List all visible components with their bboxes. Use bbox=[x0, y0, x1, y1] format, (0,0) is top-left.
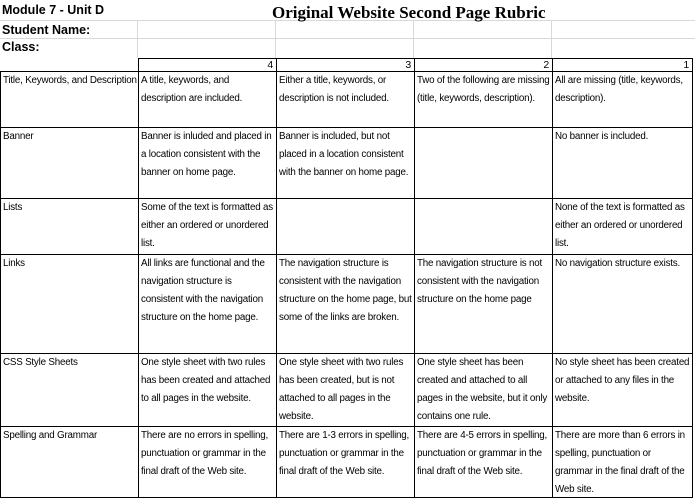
student-name-label: Student Name: bbox=[2, 23, 91, 37]
rubric-cell bbox=[415, 199, 553, 255]
rubric-cell bbox=[277, 354, 415, 427]
rubric-cell bbox=[553, 354, 693, 427]
rubric-cell-text: The navigation structure is not consistent with the navigation structure on the home page bbox=[417, 258, 543, 305]
gridline bbox=[137, 20, 138, 58]
rubric-cell bbox=[277, 427, 415, 498]
rubric-cell bbox=[553, 128, 693, 199]
criterion-cell: CSS Style Sheets bbox=[1, 354, 139, 427]
rubric-row bbox=[1, 199, 693, 255]
rubric-cell-text: No banner is included. bbox=[555, 131, 649, 142]
rubric-cell bbox=[139, 128, 277, 199]
rubric-cell-text: There are 1-3 errors in spelling, punctuation or grammar in the final draft of the Web site. bbox=[279, 430, 410, 477]
rubric-cell-text: There are more than 6 errors in spelling, punctuation or grammar in the final draft of the Web site. bbox=[555, 430, 685, 495]
criterion-cell: Title, Keywords, and Description bbox=[1, 72, 139, 128]
rubric-cell bbox=[553, 255, 693, 354]
criterion-cell: Lists bbox=[1, 199, 139, 255]
criterion-cell: Links bbox=[1, 255, 139, 354]
rubric-cell bbox=[415, 427, 553, 498]
score-4: 4 bbox=[139, 59, 277, 72]
gridline bbox=[551, 20, 552, 58]
score-header-row bbox=[1, 59, 693, 72]
rubric-cell bbox=[553, 72, 693, 128]
rubric-cell-text: A title, keywords, and description are included. bbox=[141, 75, 243, 104]
score-1: 1 bbox=[553, 59, 693, 72]
rubric-cell bbox=[553, 427, 693, 498]
gridline bbox=[0, 38, 695, 39]
rubric-cell bbox=[415, 72, 553, 128]
rubric-cell bbox=[277, 72, 415, 128]
rubric-cell bbox=[553, 199, 693, 255]
criterion-cell: Banner bbox=[1, 128, 139, 199]
blank-cell bbox=[1, 59, 139, 72]
rubric-cell-text: No style sheet has been created or attached to any files in the website. bbox=[555, 357, 690, 404]
rubric-row bbox=[1, 427, 693, 498]
rubric-cell-text: Either a title, keywords, or description is not included. bbox=[279, 75, 389, 104]
module-label: Module 7 - Unit D bbox=[2, 3, 105, 17]
rubric-title: Original Website Second Page Rubric bbox=[272, 3, 546, 22]
rubric-cell-text: Two of the following are missing (title, keywords, description). bbox=[417, 75, 550, 104]
rubric-cell-text: None of the text is formatted as either an ordered or unordered list. bbox=[555, 202, 685, 249]
rubric-cell-text: No navigation structure exists. bbox=[555, 258, 681, 269]
rubric-cell bbox=[277, 199, 415, 255]
class-label: Class: bbox=[2, 40, 40, 54]
rubric-cell-text: There are 4-5 errors in spelling, punctuation or grammar in the final draft of the Web site. bbox=[417, 430, 548, 477]
rubric-cell-text: All links are functional and the navigation structure is consistent with the navigation structure on the home page. bbox=[141, 258, 265, 323]
rubric-cell bbox=[277, 128, 415, 199]
gridline bbox=[413, 20, 414, 58]
rubric-cell-text: One style sheet with two rules has been created and attached to all pages in the website. bbox=[141, 357, 271, 404]
rubric-cell-text: Banner is inluded and placed in a location consistent with the banner on home page. bbox=[141, 131, 272, 178]
rubric-cell-text: Banner is included, but not placed in a location consistent with the banner on home page. bbox=[279, 131, 409, 178]
rubric-row bbox=[1, 72, 693, 128]
rubric-cell bbox=[139, 199, 277, 255]
rubric-cell-text: One style sheet with two rules has been created, but is not attached to all pages in the website. bbox=[279, 357, 404, 422]
rubric-cell bbox=[415, 354, 553, 427]
rubric-cell bbox=[415, 128, 553, 199]
rubric-table bbox=[0, 58, 693, 498]
rubric-cell bbox=[139, 427, 277, 498]
rubric-cell bbox=[139, 255, 277, 354]
criterion-cell: Spelling and Grammar bbox=[1, 427, 139, 498]
rubric-cell bbox=[139, 354, 277, 427]
rubric-row bbox=[1, 128, 693, 199]
rubric-cell bbox=[415, 255, 553, 354]
rubric-cell-text: The navigation structure is consistent with the navigation structure on the home page, but some of the links are broken. bbox=[279, 258, 412, 323]
rubric-cell-text: Some of the text is formatted as either an ordered or unordered list. bbox=[141, 202, 273, 249]
rubric-cell bbox=[277, 255, 415, 354]
rubric-cell-text: There are no errors in spelling, punctuation or grammar in the final draft of the Web site. bbox=[141, 430, 269, 477]
rubric-row bbox=[1, 354, 693, 427]
gridline bbox=[275, 20, 276, 58]
score-2: 2 bbox=[415, 59, 553, 72]
rubric-cell-text: One style sheet has been created and attached to all pages in the website, but it only contains one rule. bbox=[417, 357, 548, 422]
score-3: 3 bbox=[277, 59, 415, 72]
rubric-cell-text: All are missing (title, keywords, description). bbox=[555, 75, 683, 104]
rubric-row bbox=[1, 255, 693, 354]
rubric-cell bbox=[139, 72, 277, 128]
